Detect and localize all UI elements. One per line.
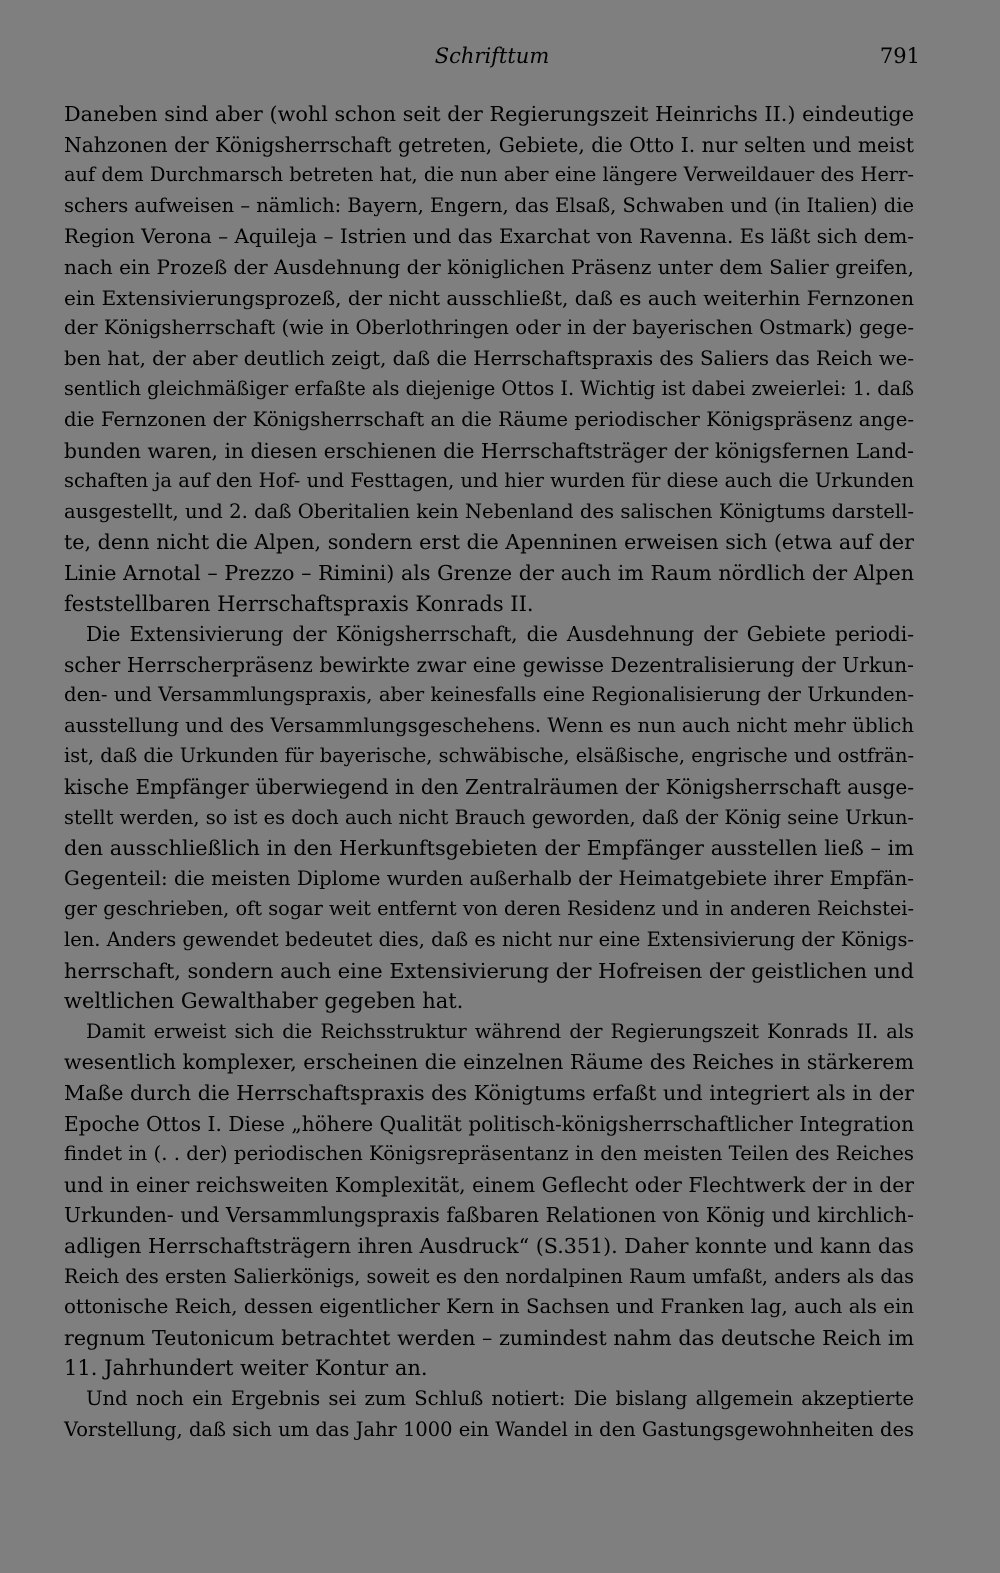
text-line: die Fernzonen der Königsherrschaft an die Räume periodischer Königspräsenz ange-: [64, 407, 914, 431]
text-line: regnum Teutonicum betrachtet werden – zumindest nahm das deutsche Reich im: [64, 1325, 914, 1350]
text-line: ist, daß die Urkunden für bayerische, schwäbische, elsäßische, engrische und ostfrän-: [64, 744, 914, 768]
text-line: weltlichen Gewalthaber gegeben hat.: [64, 989, 464, 1014]
text-line: den ausschließlich in den Herkunftsgebieten der Empfänger ausstellen ließ – im: [64, 836, 914, 861]
text-line: Epoche Ottos I. Diese „höhere Qualität politisch-königsherrschaftlicher Integration: [64, 1111, 914, 1136]
text-line: Damit erweist sich die Reichsstruktur während der Regierungszeit Konrads II. als: [86, 1019, 914, 1043]
text-line: Region Verona – Aquileja – Istrien und das Exarchat von Ravenna. Es läßt sich dem-: [64, 224, 914, 249]
text-line: und in einer reichsweiten Komplexität, einem Geflecht oder Flechtwerk der in der: [64, 1172, 914, 1197]
text-line: ger geschrieben, oft sogar weit entfernt von deren Residenz und in anderen Reichstei-: [64, 897, 914, 921]
text-line: Und noch ein Ergebnis sei zum Schluß notiert: Die bislang allgemein akzeptierte: [86, 1386, 914, 1410]
running-title: Schrifttum: [434, 44, 550, 68]
text-line: ein Extensivierungsprozeß, der nicht ausschließt, daß es auch weiterhin Fernzonen: [64, 285, 914, 310]
text-line: Nahzonen der Königsherrschaft getreten, Gebiete, die Otto I. nur selten und meist: [64, 132, 914, 157]
text-line: Urkunden- und Versammlungspraxis faßbaren Relationen von König und kirchlich-: [64, 1203, 914, 1228]
text-line: scher Herrscherpräsenz bewirkte zwar eine gewisse Dezentralisierung der Urkun-: [64, 652, 914, 677]
text-line: Vorstellung, daß sich um das Jahr 1000 ein Wandel in den Gastungsgewohnheiten des: [64, 1417, 914, 1441]
text-line: Reich des ersten Salierkönigs, soweit es den nordalpinen Raum umfaßt, anders als das: [64, 1264, 914, 1288]
text-line: wesentlich komplexer, erscheinen die einzelnen Räume des Reiches in stärkerem: [64, 1050, 914, 1075]
text-line: auf dem Durchmarsch betreten hat, die nun aber eine längere Verweildauer des Herr-: [64, 163, 914, 187]
body-text: [64, 99, 914, 1445]
text-line: feststellbaren Herrschaftspraxis Konrads II.: [64, 591, 534, 616]
text-line: nach ein Prozeß der Ausdehnung der königlichen Präsenz unter dem Salier greifen,: [64, 254, 914, 279]
text-line: len. Anders gewendet bedeutet dies, daß es nicht nur eine Extensivierung der Königs-: [64, 928, 914, 952]
page-header: [64, 38, 920, 74]
text-line: ausstellung und des Versammlungsgeschehens. Wenn es nun auch nicht mehr üblich: [64, 713, 914, 737]
text-line: findet in (. . der) periodischen Königsrepräsentanz in den meisten Teilen des Reiches: [64, 1142, 914, 1166]
text-line: te, denn nicht die Alpen, sondern erst die Apenninen erweisen sich (etwa auf der: [64, 530, 914, 555]
text-line: sentlich gleichmäßiger erfaßte als diejenige Ottos I. Wichtig ist dabei zweierlei: 1. daß: [64, 377, 914, 401]
text-line: ben hat, der aber deutlich zeigt, daß die Herrschaftspraxis des Saliers das Reich we-: [64, 346, 914, 370]
text-line: den- und Versammlungspraxis, aber keinesfalls eine Regionalisierung der Urkunden-: [64, 683, 914, 707]
text-line: der Königsherrschaft (wie in Oberlothringen oder in der bayerischen Ostmark) gege-: [64, 316, 914, 340]
text-line: schers aufweisen – nämlich: Bayern, Engern, das Elsaß, Schwaben und (in Italien) die: [64, 193, 914, 217]
text-line: herrschaft, sondern auch eine Extensivierung der Hofreisen der geistlichen und: [64, 958, 914, 983]
text-line: bunden waren, in diesen erschienen die Herrschaftsträger der königsfernen Land-: [64, 438, 914, 463]
text-line: adligen Herrschaftsträgern ihren Ausdruck“ (S.351). Daher konnte und kann das: [64, 1233, 914, 1258]
text-line: Daneben sind aber (wohl schon seit der Regierungszeit Heinrichs II.) eindeutige: [64, 102, 914, 126]
text-line: stellt werden, so ist es doch auch nicht Brauch geworden, daß der König seine Urkun-: [64, 805, 914, 829]
text-line: 11. Jahrhundert weiter Kontur an.: [64, 1356, 428, 1381]
text-line: ausgestellt, und 2. daß Oberitalien kein Nebenland des salischen Königtums darstell-: [64, 499, 914, 523]
text-line: Die Extensivierung der Königsherrschaft, die Ausdehnung der Gebiete periodi-: [86, 622, 914, 647]
text-line: schaften ja auf den Hof- und Festtagen, und hier wurden für diese auch die Urkunden: [64, 469, 914, 493]
text-line: kische Empfänger überwiegend in den Zentralräumen der Königsherrschaft ausge-: [64, 775, 914, 800]
text-line: Gegenteil: die meisten Diplome wurden außerhalb der Heimatgebiete ihrer Empfän-: [64, 866, 914, 890]
text-line: Linie Arnotal – Prezzo – Rimini) als Grenze der auch im Raum nördlich der Alpen: [64, 560, 914, 585]
page-number: 791: [879, 44, 920, 68]
text-line: ottonische Reich, dessen eigentlicher Kern in Sachsen und Franken lag, auch als ein: [64, 1295, 914, 1319]
text-line: Maße durch die Herrschaftspraxis des Königtums erfaßt und integriert als in der: [64, 1081, 914, 1105]
